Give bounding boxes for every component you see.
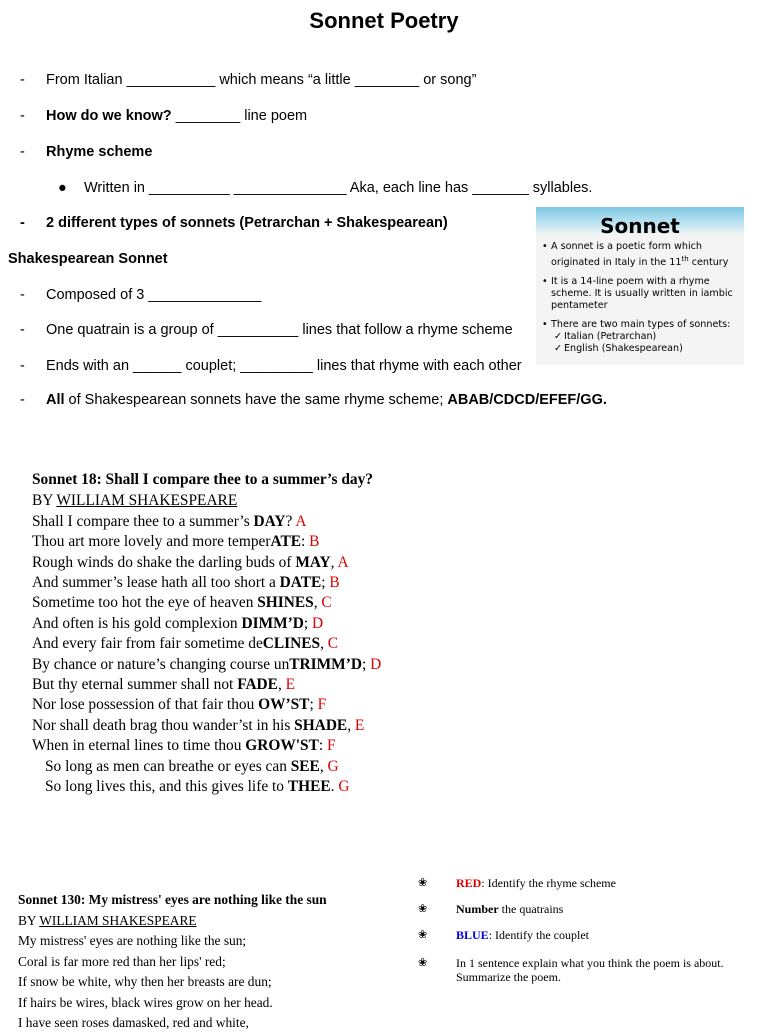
poem-line: If hairs be wires, black wires grow on her head. [18, 994, 273, 1010]
line-text: Thou art more lovely and more temper [32, 533, 271, 551]
rhyme-letter: A [337, 553, 349, 571]
author-link[interactable]: WILLIAM SHAKESPEARE [39, 912, 197, 928]
rhyme-letter: B [309, 533, 320, 551]
rhyme-letter: D [312, 614, 324, 632]
flower-bullet-icon: ❀ [418, 903, 428, 915]
rhyme-letter: E [285, 676, 296, 694]
bold-question: How do we know? [46, 108, 172, 124]
rhyme-letter: A [295, 512, 307, 530]
card-subitem-text: Italian (Petrarchan) [564, 330, 657, 342]
card-list [542, 241, 742, 356]
checkmark-icon: ✓ [554, 343, 563, 355]
sonnet-18 [32, 470, 381, 798]
instruction-text [456, 876, 752, 890]
bullet-icon: • [542, 241, 548, 252]
page-title: Sonnet Poetry [309, 8, 459, 33]
rhyme-word: GROW'ST [245, 737, 319, 755]
line-punct: , [320, 635, 328, 653]
flower-bullet-icon: ❀ [418, 929, 428, 941]
poem-lines [32, 512, 381, 798]
line-punct: ; [321, 574, 330, 592]
card-subitem [551, 331, 742, 343]
section-heading: Shakespearean Sonnet [8, 251, 168, 267]
poem-title: Sonnet 18: Shall I compare thee to a summer’s day? [32, 471, 373, 488]
red-label: RED [456, 876, 482, 890]
dash-marker: - [20, 392, 25, 408]
poem-line [32, 614, 381, 634]
rhyme-letter: E [354, 716, 365, 734]
sonnet-130 [18, 890, 327, 1034]
rhyme-letter: G [338, 778, 350, 796]
line-punct: ; [309, 696, 318, 714]
rhyme-word: FADE [237, 676, 278, 694]
rhyme-word: TRIMM’D [289, 655, 362, 673]
bullet-dot-icon: ● [58, 180, 67, 196]
line-text: So long lives this, and this gives life to [45, 778, 288, 796]
bullet-text: Rhyme scheme [46, 144, 153, 160]
line-text: When in eternal lines to time thou [32, 737, 246, 755]
rhyme-word: SHADE [294, 716, 348, 734]
poem-byline [18, 911, 327, 932]
rhyme-word: DAY [253, 512, 286, 530]
instruction-text [456, 928, 752, 942]
poem-line [32, 736, 381, 756]
dash-marker: - [20, 144, 25, 160]
card-item [542, 319, 742, 356]
bullet-text [46, 108, 307, 124]
poem-line [32, 634, 381, 654]
poem-line [32, 553, 381, 573]
instruction-rest: the quatrains [498, 902, 564, 916]
poem-line: Coral is far more red than her lips' red; [18, 953, 226, 969]
dash-marker: - [20, 215, 25, 231]
bullet-text [46, 392, 607, 408]
dash-marker: - [20, 287, 25, 303]
line-punct: ? [285, 512, 296, 530]
card-item [542, 241, 742, 270]
line-punct: ; [303, 614, 312, 632]
poem-line [32, 716, 381, 736]
bold-all: All [46, 392, 65, 408]
poem-line [32, 512, 381, 532]
poem-line: If snow be white, why then her breasts are dun; [18, 974, 272, 989]
bullet-icon: • [542, 318, 548, 330]
rhyme-word: DIMM’D [241, 614, 304, 632]
author-link[interactable]: WILLIAM SHAKESPEARE [56, 492, 238, 510]
line-punct: ; [361, 655, 371, 673]
line-punct: , [347, 716, 355, 734]
line-punct: : [318, 737, 327, 755]
poem-line [32, 675, 381, 695]
rhyme-letter: B [329, 574, 340, 592]
card-item-sup: th [681, 255, 689, 264]
flower-bullet-icon: ❀ [418, 957, 428, 969]
blue-label: BLUE [456, 928, 489, 942]
rhyme-letter: C [321, 594, 332, 612]
instruction-text: In 1 sentence explain what you think the poem is about. Summarize the poem. [456, 956, 724, 984]
line-punct: : [301, 533, 310, 551]
bullet-text: One quatrain is a group of __________ lines that follow a rhyme scheme [46, 322, 513, 338]
line-punct: , [330, 553, 338, 571]
line-punct: . [330, 778, 339, 796]
rhyme-word: SEE [290, 757, 320, 775]
bullet-text-rest: ________ line poem [171, 108, 308, 124]
dash-marker: - [20, 108, 25, 124]
rhyme-word: MAY [295, 553, 331, 571]
poem-line: I have seen roses damasked, red and white, [18, 1015, 249, 1030]
poem-line [32, 655, 381, 675]
rhyme-word: CLINES [262, 635, 321, 653]
byline-prefix: BY [32, 492, 57, 510]
poem-line: My mistress' eyes are nothing like the sun; [18, 933, 247, 948]
rhyme-letter: C [327, 635, 339, 653]
card-item-end: century [688, 257, 729, 269]
rhyme-word: ATE [270, 533, 301, 551]
sonnet-info-card [536, 207, 744, 365]
line-text: And summer’s lease hath all too short a [32, 574, 280, 592]
line-text: Shall I compare thee to a summer’s [32, 512, 254, 530]
poem-title: Sonnet 130: My mistress' eyes are nothing like the sun [18, 892, 327, 907]
poem-line [32, 695, 381, 715]
poem-line [32, 532, 381, 552]
rhyme-word: DATE [279, 574, 322, 592]
bullet-icon: • [542, 275, 548, 287]
line-punct: , [277, 676, 286, 694]
card-subitem [551, 343, 742, 355]
line-text: By chance or nature’s changing course un [32, 655, 290, 673]
rhyme-word: SHINES [257, 594, 314, 612]
rhyme-letter: D [370, 655, 382, 673]
card-item-text: A sonnet is a poetic form which originated in Italy in the 11 [551, 241, 702, 269]
line-punct: , [319, 757, 328, 775]
line-text: And every fair from fair sometime de [32, 635, 263, 653]
card-item-text: There are two main types of sonnets: [551, 318, 731, 330]
bullet-text: Composed of 3 ______________ [46, 287, 262, 303]
card-item [542, 276, 742, 313]
byline-prefix: BY [18, 912, 40, 928]
bullet-text: 2 different types of sonnets (Petrarchan + Shakespearean) [46, 215, 448, 231]
poem-byline [32, 491, 381, 511]
line-text: Sometime too hot the eye of heaven [32, 594, 258, 612]
line-text: But thy eternal summer shall not [32, 676, 238, 694]
rhyme-pattern: ABAB/CDCD/EFEF/GG. [447, 392, 607, 408]
dash-marker: - [20, 358, 25, 374]
line-text: And often is his gold complexion [32, 614, 242, 632]
rhyme-letter: F [326, 737, 336, 755]
bullet-text-mid: of Shakespearean sonnets have the same rhyme scheme; [64, 392, 448, 408]
checkmark-icon: ✓ [554, 330, 563, 342]
sub-bullet-text: Written in __________ ______________ Aka, each line has _______ syllables. [84, 180, 593, 196]
line-text: Nor lose possession of that fair thou [32, 696, 259, 714]
rhyme-letter: G [327, 757, 339, 775]
card-subitem-text: English (Shakespearean) [564, 343, 683, 355]
card-title: Sonnet [600, 214, 680, 238]
line-text: Nor shall death brag thou wander’st in his [32, 716, 295, 734]
rhyme-letter: F [317, 696, 327, 714]
number-label: Number [456, 902, 499, 916]
rhyme-word: THEE [287, 778, 331, 796]
card-item-text: It is a 14-line poem with a rhyme scheme. It is usually written in iambic pentameter [551, 275, 733, 312]
dash-marker: - [20, 322, 25, 338]
line-punct: , [313, 594, 322, 612]
instruction-text [456, 902, 752, 916]
instruction-rest: : Identify the rhyme scheme [481, 876, 616, 890]
poem-line [32, 757, 381, 777]
line-text: So long as men can breathe or eyes can [45, 757, 291, 775]
bullet-text: From Italian ___________ which means “a little ________ or song” [46, 72, 477, 88]
poem-line [32, 593, 381, 613]
bullet-text: Ends with an ______ couplet; _________ lines that rhyme with each other [46, 358, 522, 374]
dash-marker: - [20, 72, 25, 88]
rhyme-word: OW’ST [258, 696, 310, 714]
instruction-rest: : Identify the couplet [488, 928, 589, 942]
poem-line [32, 777, 381, 797]
flower-bullet-icon: ❀ [418, 877, 428, 889]
poem-lines [18, 931, 327, 1034]
poem-line [32, 573, 381, 593]
line-text: Rough winds do shake the darling buds of [32, 553, 296, 571]
